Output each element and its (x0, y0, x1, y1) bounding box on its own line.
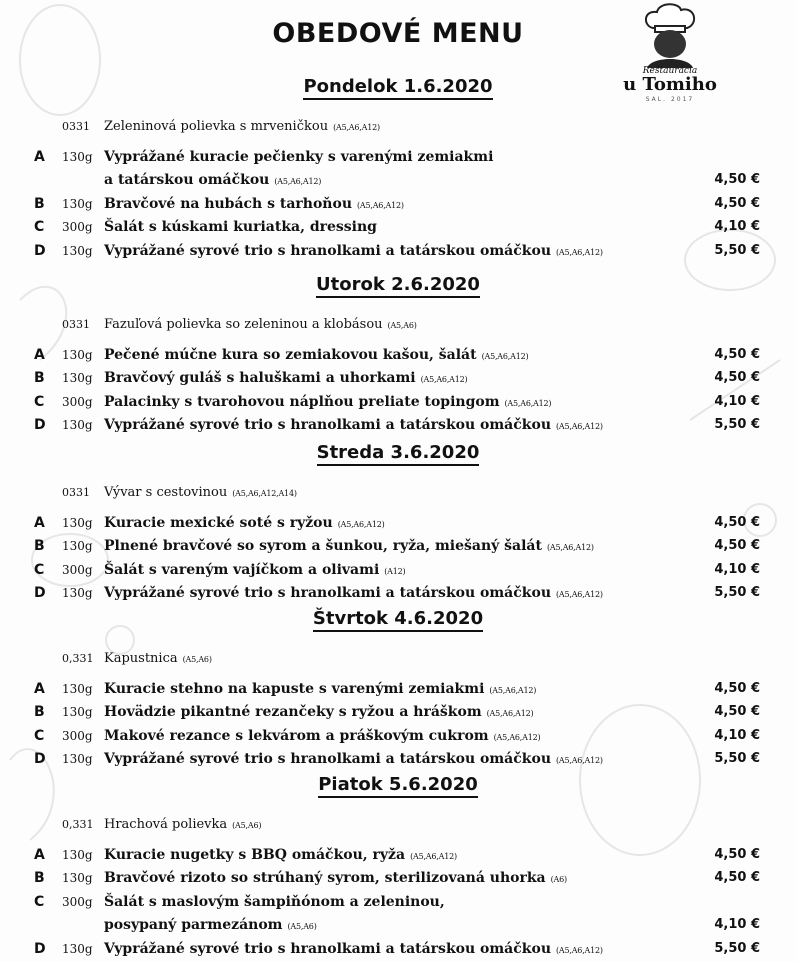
item-text: Vyprážané syrové trio s hranolkami a tatárskou omáčkou (A5,A6,A12) (104, 940, 603, 957)
soup-weight: 0331 (62, 486, 90, 499)
item-text: Makové rezance s lekvárom a práškovým cukrom (A5,A6,A12) (104, 727, 541, 744)
item-text: Kuracie stehno na kapuste s varenými zemiakmi (A5,A6,A12) (104, 680, 537, 697)
day-heading (0, 774, 796, 795)
day-heading (0, 442, 796, 463)
logo-subtitle: Reštaurácia (642, 66, 698, 76)
menu-item-continuation (0, 169, 796, 191)
menu-item-row (0, 938, 796, 960)
item-letter: C (34, 727, 45, 744)
menu-item-row (0, 193, 796, 215)
allergens: (A5,A6,A12) (481, 351, 529, 361)
item-weight: 130g (62, 515, 93, 530)
chef-icon (635, 2, 705, 68)
item-price: 4,50 € (714, 514, 760, 530)
menu-item-row (0, 414, 796, 436)
item-letter: A (34, 148, 45, 165)
item-price: 4,10 € (714, 393, 760, 409)
allergens: (A5,A6,A12) (556, 756, 603, 765)
soup-row (0, 648, 796, 670)
menu-item-row (0, 344, 796, 366)
allergens: (A5,A6,A12) (357, 200, 404, 210)
item-text: Kuracie mexické soté s ryžou (A5,A6,A12) (104, 514, 385, 531)
soup-text: Kapustnica (A5,A6) (104, 651, 212, 666)
item-price: 4,50 € (714, 870, 760, 885)
logo-established: SAL. 2017 (645, 96, 695, 103)
item-weight: 130g (62, 705, 93, 719)
menu-item-row (0, 701, 796, 723)
item-price: 4,50 € (714, 704, 760, 719)
menu-item-row (0, 512, 796, 534)
item-letter: B (34, 870, 45, 886)
item-weight: 300g (62, 220, 93, 234)
allergens: (A6) (550, 875, 567, 884)
menu-item-continuation (0, 914, 796, 936)
item-price: 4,50 € (714, 538, 760, 553)
allergens: (A5,A6,A12) (333, 123, 380, 132)
item-text: Hovädzie pikantné rezančeky s ryžou a hráškom (A5,A6,A12) (104, 704, 534, 720)
item-letter: D (34, 242, 46, 259)
item-price: 5,50 € (714, 585, 760, 600)
item-letter: D (34, 751, 46, 767)
soup-weight: 0,331 (62, 652, 94, 665)
allergens: (A5,A6,A12) (556, 945, 603, 955)
item-price: 5,50 € (714, 751, 760, 766)
item-weight: 130g (62, 196, 93, 211)
soup-row (0, 482, 796, 504)
allergens: (A5,A6,A12) (489, 685, 537, 695)
menu-item-row (0, 535, 796, 557)
allergens: (A12) (384, 566, 406, 576)
menu-item-row (0, 240, 796, 262)
menu-item-row (0, 391, 796, 413)
menu-item-row (0, 678, 796, 700)
day-name: Pondelok 1.6.2020 (303, 76, 492, 100)
allergens: (A5,A6) (182, 655, 212, 664)
allergens: (A5,A6,A12) (556, 422, 603, 431)
item-letter: C (34, 393, 45, 410)
item-price: 4,50 € (714, 370, 760, 385)
item-letter: C (34, 561, 45, 578)
item-price: 4,10 € (714, 727, 760, 743)
item-text: Bravčové na hubách s tarhoňou (A5,A6,A12) (104, 195, 404, 212)
allergens: (A5,A6,A12) (504, 398, 552, 408)
item-letter: A (34, 846, 45, 863)
day-name: Piatok 5.6.2020 (318, 774, 478, 798)
item-weight: 130g (62, 871, 93, 885)
item-text: Vyprážané syrové trio s hranolkami a tatárskou omáčkou (A5,A6,A12) (104, 751, 603, 767)
item-weight: 130g (62, 347, 93, 362)
soup-text: Zeleninová polievka s mrveničkou (A5,A6,A12) (104, 119, 380, 134)
item-letter: B (34, 538, 45, 554)
day-heading (0, 76, 796, 97)
allergens: (A5,A6,A12) (556, 590, 603, 599)
menu-item-row (0, 146, 796, 168)
item-price: 4,50 € (714, 346, 760, 362)
item-weight: 130g (62, 149, 93, 164)
item-weight: 130g (62, 371, 93, 385)
allergens: (A5,A6,A12) (420, 375, 468, 384)
item-weight: 130g (62, 681, 93, 696)
item-letter: B (34, 195, 45, 212)
item-weight: 130g (62, 539, 93, 553)
allergens: (A5,A6,A12,A14) (232, 489, 297, 498)
allergens: (A5,A6) (287, 922, 317, 931)
item-price: 4,50 € (714, 680, 760, 696)
item-price: 4,10 € (714, 917, 760, 932)
allergens: (A5,A6,A12) (337, 519, 385, 529)
item-weight: 300g (62, 562, 93, 577)
item-price: 4,10 € (714, 219, 760, 234)
item-text: Šalát s vareným vajíčkom a olivami (A12) (104, 561, 406, 578)
item-text: Palacinky s tvarohovou náplňou preliate topingom (A5,A6,A12) (104, 393, 552, 410)
menu-title: OBEDOVÉ MENU (272, 18, 524, 49)
menu-item-row (0, 216, 796, 238)
item-weight: 130g (62, 941, 93, 956)
menu-item-row (0, 867, 796, 889)
menu-item-row (0, 582, 796, 604)
allergens: (A5,A6,A12) (556, 247, 603, 257)
allergens: (A5,A6,A12) (493, 732, 541, 742)
allergens: (A5,A6) (232, 821, 262, 830)
menu-item-row (0, 891, 796, 913)
item-letter: D (34, 585, 46, 601)
menu-item-row (0, 559, 796, 581)
soup-row (0, 314, 796, 336)
day-name: Streda 3.6.2020 (317, 442, 480, 466)
soup-text: Vývar s cestovinou (A5,A6,A12,A14) (104, 485, 297, 500)
item-price: 4,50 € (714, 172, 760, 187)
allergens: (A5,A6) (387, 321, 417, 330)
menu-item-row (0, 748, 796, 770)
menu-item-row (0, 844, 796, 866)
logo-brand: u Tomiho (623, 74, 717, 95)
allergens: (A5,A6,A12) (410, 851, 457, 861)
day-heading (0, 608, 796, 629)
item-text: Vyprážané syrové trio s hranolkami a tatárskou omáčkou (A5,A6,A12) (104, 585, 603, 601)
item-text: Pečené múčne kura so zemiakovou kašou, šalát (A5,A6,A12) (104, 346, 529, 363)
item-text: Vyprážané kuracie pečienky s varenými zemiakmi (104, 148, 494, 165)
item-letter: D (34, 417, 46, 433)
item-letter: C (34, 893, 45, 910)
item-weight: 130g (62, 586, 93, 600)
item-text: Vyprážané syrové trio s hranolkami a tatárskou omáčkou (A5,A6,A12) (104, 242, 603, 259)
item-text-continued: posypaný parmezánom (A5,A6) (104, 917, 317, 933)
allergens: (A5,A6,A12) (274, 177, 322, 186)
item-weight: 130g (62, 752, 93, 766)
soup-weight: 0,331 (62, 818, 94, 831)
allergens: (A5,A6,A12) (546, 543, 594, 552)
item-weight: 300g (62, 394, 93, 409)
soup-weight: 0331 (62, 120, 90, 133)
item-price: 4,50 € (714, 846, 760, 862)
soup-row (0, 814, 796, 836)
allergens: (A5,A6,A12) (486, 709, 534, 718)
item-text: Bravčový guláš s haluškami a uhorkami (A5,A6,A12) (104, 370, 468, 386)
soup-row (0, 116, 796, 138)
item-text: Šalát s maslovým šampiňónom a zeleninou, (104, 893, 445, 910)
day-name: Utorok 2.6.2020 (316, 274, 480, 298)
item-letter: A (34, 514, 45, 531)
item-letter: D (34, 940, 46, 957)
item-letter: A (34, 680, 45, 697)
item-letter: A (34, 346, 45, 363)
item-weight: 300g (62, 894, 93, 909)
soup-text: Fazuľová polievka so zeleninou a klobásou (A5,A6) (104, 317, 417, 332)
item-price: 5,50 € (714, 417, 760, 432)
item-weight: 130g (62, 847, 93, 862)
menu-item-row (0, 367, 796, 389)
restaurant-logo (610, 2, 730, 118)
item-text: Šalát s kúskami kuriatka, dressing (104, 219, 377, 235)
menu-item-row (0, 725, 796, 747)
item-text-continued: a tatárskou omáčkou (A5,A6,A12) (104, 172, 322, 188)
item-text: Kuracie nugetky s BBQ omáčkou, ryža (A5,A6,A12) (104, 846, 457, 863)
item-letter: B (34, 704, 45, 720)
item-weight: 130g (62, 418, 93, 432)
day-name: Štvrtok 4.6.2020 (313, 608, 483, 632)
item-weight: 130g (62, 243, 93, 258)
item-letter: B (34, 370, 45, 386)
soup-weight: 0331 (62, 318, 90, 331)
item-price: 4,50 € (714, 195, 760, 211)
item-text: Vyprážané syrové trio s hranolkami a tatárskou omáčkou (A5,A6,A12) (104, 417, 603, 433)
day-heading (0, 274, 796, 295)
item-weight: 300g (62, 728, 93, 743)
item-price: 5,50 € (714, 242, 760, 258)
soup-text: Hrachová polievka (A5,A6) (104, 817, 262, 832)
item-text: Plnené bravčové so syrom a šunkou, ryža, miešaný šalát (A5,A6,A12) (104, 538, 594, 554)
item-letter: C (34, 219, 45, 235)
item-price: 5,50 € (714, 940, 760, 956)
item-price: 4,10 € (714, 561, 760, 577)
item-text: Bravčové rizoto so strúhaný syrom, sterilizovaná uhorka (A6) (104, 870, 567, 886)
